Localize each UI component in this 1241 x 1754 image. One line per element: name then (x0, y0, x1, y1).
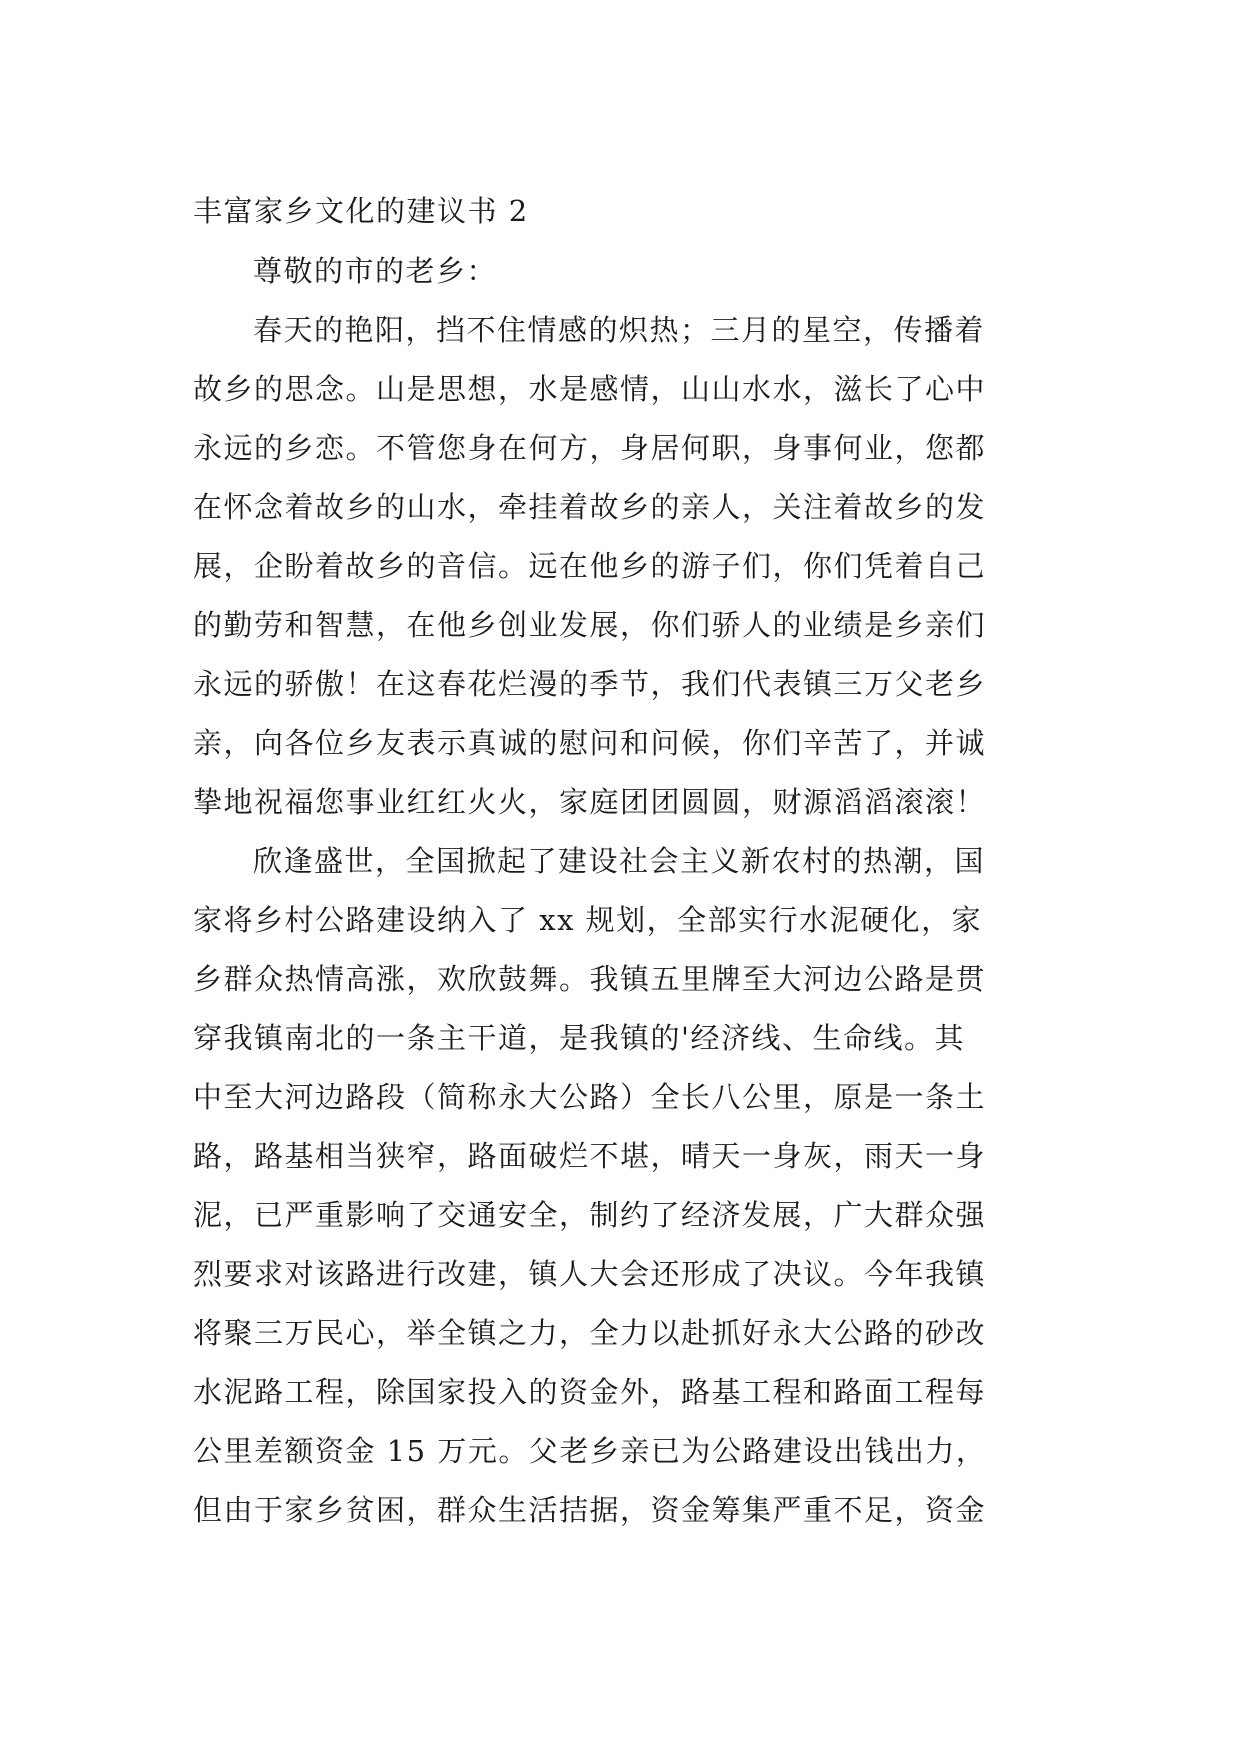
paragraph-2 (193, 846, 1053, 1554)
document-title: 丰富家乡文化的建议书 2 (193, 194, 529, 228)
paragraph-line: 永远的乡恋。不管您身在何方，身居何职，身事何业，您都 (193, 431, 987, 465)
paragraph-line: 故乡的思念。山是思想，水是感情，山山水水，滋长了心中 (193, 372, 987, 406)
paragraph-line: 公里差额资金 15 万元。父老乡亲已为公路建设出钱出力， (193, 1434, 987, 1468)
paragraph-line: 春天的艳阳，挡不住情感的炽热；三月的星空，传播着 (253, 313, 986, 347)
document-body (193, 196, 1053, 1554)
paragraph-line: 挚地祝福您事业红红火火，家庭团团圆圆，财源滔滔滚滚！ (193, 785, 987, 819)
paragraph-line: 展，企盼着故乡的音信。远在他乡的游子们，你们凭着自己 (193, 549, 987, 583)
salutation: 尊敬的市的老乡： (253, 254, 498, 288)
paragraph-line: 亲，向各位乡友表示真诚的慰问和问候，你们辛苦了，并诚 (193, 726, 987, 760)
paragraph-line: 路，路基相当狭窄，路面破烂不堪，晴天一身灰，雨天一身 (193, 1139, 987, 1173)
paragraph-line: 烈要求对该路进行改建，镇人大会还形成了决议。今年我镇 (193, 1257, 987, 1291)
paragraph-line: 的勤劳和智慧，在他乡创业发展，你们骄人的业绩是乡亲们 (193, 608, 987, 642)
paragraph-line: 欣逢盛世，全国掀起了建设社会主义新农村的热潮，国 (253, 844, 986, 878)
paragraph-line: 家将乡村公路建设纳入了 xx 规划，全部实行水泥硬化，家 (193, 903, 983, 937)
paragraph-line: 水泥路工程，除国家投入的资金外，路基工程和路面工程每 (193, 1375, 987, 1409)
paragraph-1 (193, 315, 1053, 846)
paragraph-line: 但由于家乡贫困，群众生活拮据，资金筹集严重不足，资金 (193, 1493, 987, 1527)
paragraph-line: 在怀念着故乡的山水，牵挂着故乡的亲人，关注着故乡的发 (193, 490, 987, 524)
paragraph-line: 穿我镇南北的一条主干道，是我镇的'经济线、生命线。其 (193, 1021, 965, 1055)
paragraph-line: 中至大河边路段（简称永大公路）全长八公里，原是一条土 (193, 1080, 987, 1114)
paragraph-line: 泥，已严重影响了交通安全，制约了经济发展，广大群众强 (193, 1198, 987, 1232)
paragraph-line: 永远的骄傲！在这春花烂漫的季节，我们代表镇三万父老乡 (193, 667, 987, 701)
paragraph-line: 乡群众热情高涨，欢欣鼓舞。我镇五里牌至大河边公路是贯 (193, 962, 987, 996)
paragraph-line: 将聚三万民心，举全镇之力，全力以赴抓好永大公路的砂改 (193, 1316, 987, 1350)
